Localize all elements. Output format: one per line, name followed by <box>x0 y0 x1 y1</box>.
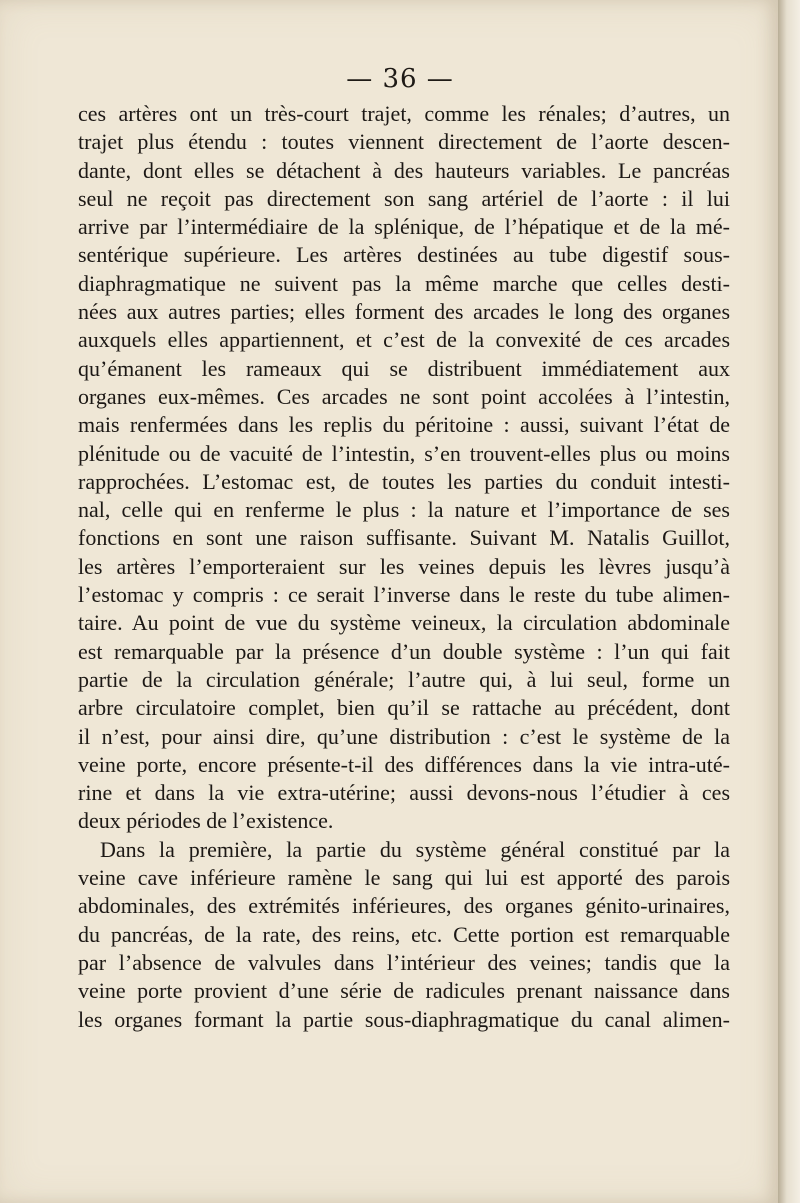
text-line: veine porte provient d’une série de radicules prenant naissance dans <box>78 978 730 1004</box>
text-line: rapprochées. L’estomac est, de toutes les parties du conduit intesti- <box>78 468 730 494</box>
text-line: auxquels elles appartiennent, et c’est de la convexité de ces arcades <box>78 327 730 353</box>
text-line: nal, celle qui en renferme le plus : la nature et l’importance de ses <box>78 497 730 523</box>
page-edge <box>778 0 800 1203</box>
text-line: arbre circulatoire complet, bien qu’il se rattache au précédent, dont <box>78 695 730 721</box>
text-line: organes eux-mêmes. Ces arcades ne sont point accolées à l’intestin, <box>78 383 730 409</box>
text-line: taire. Au point de vue du système veineux, la circulation abdominale <box>78 610 730 636</box>
text-line: du pancréas, de la rate, des reins, etc. Cette portion est remarquable <box>78 921 730 947</box>
text-line: mais renfermées dans les replis du péritoine : aussi, suivant l’état de <box>78 412 730 438</box>
text-line: trajet plus étendu : toutes viennent directement de l’aorte descen- <box>78 129 730 155</box>
text-line: abdominales, des extrémités inférieures, des organes génito-urinaires, <box>78 893 730 919</box>
text-line: est remarquable par la présence d’un double système : l’un qui fait <box>78 638 730 664</box>
text-line: les organes formant la partie sous-diaphragmatique du canal alimen- <box>78 1006 730 1032</box>
text-line: par l’absence de valvules dans l’intérieur des veines; tandis que la <box>78 949 730 975</box>
text-line: arrive par l’intermédiaire de la splénique, de l’hépatique et de la mé- <box>78 214 730 240</box>
text-line: partie de la circulation générale; l’autre qui, à lui seul, forme un <box>78 666 730 692</box>
text-line: il n’est, pour ainsi dire, qu’une distribution : c’est le système de la <box>78 723 730 749</box>
text-line: l’estomac y compris : ce serait l’inverse dans le reste du tube alimen- <box>78 582 730 608</box>
text-line: deux périodes de l’existence. <box>78 808 334 834</box>
text-line: Dans la première, la partie du système général constitué par la <box>100 836 730 862</box>
text-line: ces artères ont un très-court trajet, comme les rénales; d’autres, un <box>78 101 730 126</box>
text-line: rine et dans la vie extra-utérine; aussi devons-nous l’étudier à ces <box>78 780 730 806</box>
text-line: veine porte, encore présente-t-il des différences dans la vie intra-uté- <box>78 751 730 777</box>
body-text <box>78 100 730 1034</box>
text-line: seul ne reçoit pas directement son sang artériel de l’aorte : il lui <box>78 185 730 211</box>
text-line: nées aux autres parties; elles forment des arcades le long des organes <box>78 299 730 325</box>
text-line: veine cave inférieure ramène le sang qui lui est apporté des parois <box>78 865 730 891</box>
text-line: plénitude ou de vacuité de l’intestin, s’en trouvent-elles plus ou moins <box>78 440 730 466</box>
text-line: fonctions en sont une raison suffisante. Suivant M. Natalis Guillot, <box>78 525 730 551</box>
text-line: diaphragmatique ne suivent pas la même marche que celles desti- <box>78 270 730 296</box>
text-line: sentérique supérieure. Les artères destinées au tube digestif sous- <box>78 242 730 268</box>
text-line: qu’émanent les rameaux qui se distribuent immédiatement aux <box>78 355 730 381</box>
text-line: dante, dont elles se détachent à des hauteurs variables. Le pancréas <box>78 157 730 183</box>
text-line: les artères l’emporteraient sur les veines depuis les lèvres jusqu’à <box>78 553 730 579</box>
page-number: — 36 — <box>346 64 454 94</box>
